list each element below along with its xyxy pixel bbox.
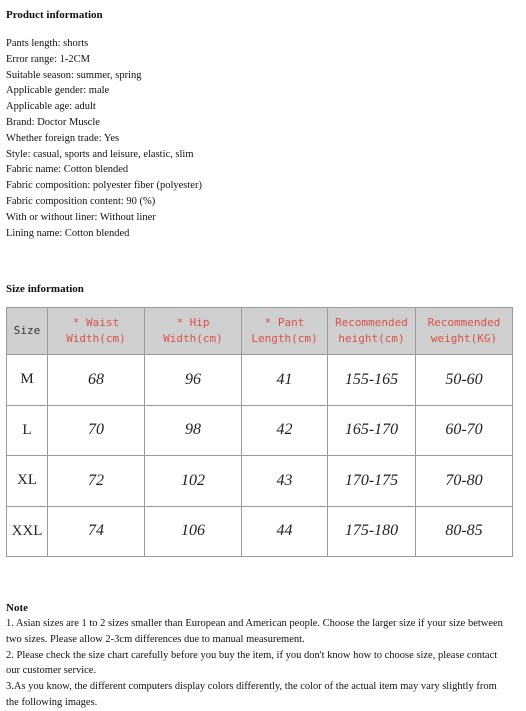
pant-length-cell: 42 [242, 405, 328, 456]
header-line: * Pant [264, 316, 305, 329]
height-cell: 175-180 [328, 506, 416, 557]
pant-length-cell: 41 [242, 355, 328, 406]
size-chart-table [6, 307, 513, 557]
header-line: * Hip [176, 316, 210, 329]
waist-cell: 70 [48, 405, 145, 456]
header-rec-height [328, 308, 416, 355]
spec-item: Applicable gender: male [6, 85, 110, 97]
size-cell: XL [7, 456, 48, 507]
waist-cell: 74 [48, 506, 145, 557]
size-info-heading: Size information [6, 283, 84, 295]
height-cell: 170-175 [328, 456, 416, 507]
waist-cell: 72 [48, 456, 145, 507]
hip-cell: 102 [145, 456, 242, 507]
pant-length-cell: 44 [242, 506, 328, 557]
header-line: Length(cm) [251, 332, 318, 345]
header-line: weight(KG) [430, 332, 498, 345]
header-pant-length [242, 308, 328, 355]
spec-item: Applicable age: adult [6, 101, 96, 113]
note-paragraph: 2. Please check the size chart carefully before you buy the item, if you don't know how to choose size, please contact our customer service. [6, 649, 498, 677]
pant-length-cell: 43 [242, 456, 328, 507]
weight-cell: 70-80 [416, 456, 513, 507]
size-cell: L [7, 405, 48, 456]
table-row [7, 355, 513, 406]
header-hip [145, 308, 242, 355]
spec-item: Fabric composition: polyester fiber (polyester) [6, 180, 202, 192]
weight-cell: 80-85 [416, 506, 513, 557]
weight-cell: 60-70 [416, 405, 513, 456]
size-cell: M [7, 355, 48, 406]
height-cell: 155-165 [328, 355, 416, 406]
spec-item: With or without liner: Without liner [6, 211, 156, 223]
product-spec-list [6, 36, 202, 241]
size-table-header-row [7, 308, 513, 355]
spec-item: Pants length: shorts [6, 38, 89, 49]
header-line: Size [13, 324, 41, 337]
note-heading: Note [6, 602, 28, 614]
spec-item: Fabric composition content: 90 (%) [6, 195, 156, 207]
spec-item: Lining name: Cotton blended [6, 227, 130, 239]
spec-item: Error range: 1-2CM [6, 53, 90, 65]
header-line: Recommended [427, 316, 501, 329]
header-line: height(cm) [338, 332, 405, 345]
spec-item: Suitable season: summer, spring [6, 69, 142, 81]
waist-cell: 68 [48, 355, 145, 406]
header-rec-weight [416, 308, 513, 355]
note-list [6, 616, 512, 711]
hip-cell: 106 [145, 506, 242, 557]
spec-item: Whether foreign trade: Yes [6, 132, 120, 144]
table-row [7, 506, 513, 557]
product-info-heading: Product information [6, 9, 103, 21]
height-cell: 165-170 [328, 405, 416, 456]
header-line: * Waist [72, 316, 120, 329]
header-line: Recommended [335, 316, 408, 329]
header-size [7, 308, 48, 355]
spec-item: Style: casual, sports and leisure, elastic, slim [6, 148, 194, 160]
table-row [7, 405, 513, 456]
hip-cell: 98 [145, 405, 242, 456]
spec-item: Fabric name: Cotton blended [6, 164, 129, 176]
header-waist [48, 308, 145, 355]
note-paragraph: 3.As you know, the different computers display colors differently, the color of the actual item may vary slightly from the following images. [6, 681, 497, 708]
weight-cell: 50-60 [416, 355, 513, 406]
header-line: Width(cm) [163, 332, 223, 345]
header-line: Width(cm) [66, 332, 126, 345]
table-row [7, 456, 513, 507]
note-paragraph: 1. Asian sizes are 1 to 2 sizes smaller than European and American people. Choose the larger size if your size between two sizes. Please allow 2-3cm differences due to manual measurement. [6, 618, 503, 645]
spec-item: Brand: Doctor Muscle [6, 116, 100, 128]
hip-cell: 96 [145, 355, 242, 406]
size-cell: XXL [7, 506, 48, 557]
